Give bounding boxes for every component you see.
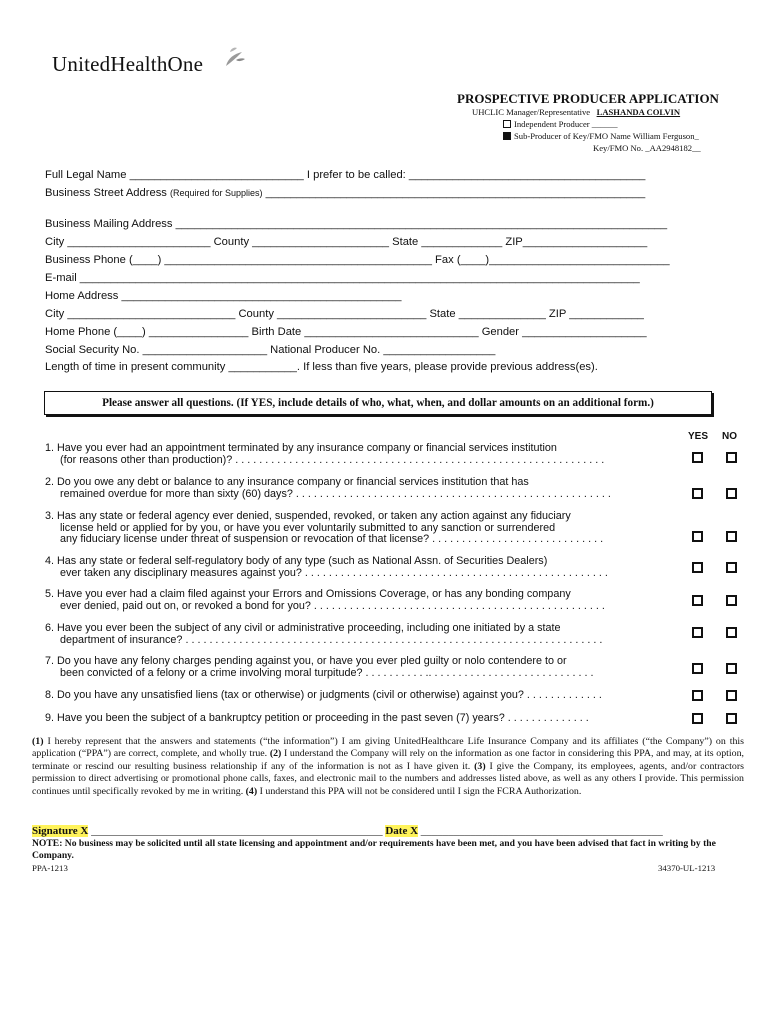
manager-label: UHCLIC Manager/Representative xyxy=(472,107,591,117)
question-text: 3. Has any state or federal agency ever denied, suspended, revoked, or taken any action against any fiduciary xyxy=(45,510,571,522)
q7-yes-checkbox[interactable] xyxy=(692,663,703,674)
form-title: PROSPECTIVE PRODUCER APPLICATION xyxy=(457,91,719,106)
business-mailing-line: Business Mailing Address _______________________________________________________________________________ xyxy=(45,218,668,230)
date-field[interactable]: ____________________________________________ xyxy=(418,825,663,837)
question-5 xyxy=(45,589,605,612)
required-supplies-note: (Required for Supplies) xyxy=(170,188,263,198)
ssn-line: Social Security No. ____________________ National Producer No. __________________ xyxy=(45,344,496,356)
representation-statement xyxy=(32,736,744,798)
question-text: 8. Do you have any unsatisfied liens (tax or otherwise) or judgments (civil or otherwise) against you? . . . . . . . . . . . . . xyxy=(45,689,602,701)
question-text: 2. Do you owe any debt or balance to any insurance company or financial services institution that has xyxy=(45,476,529,488)
manager-line xyxy=(472,107,680,117)
q6-no-checkbox[interactable] xyxy=(726,627,737,638)
question-3 xyxy=(45,511,603,546)
question-text: 1. Have you ever had an appointment terminated by any insurance company or financial services institution xyxy=(45,442,557,454)
business-street-blank: _____________________________________________________________ xyxy=(262,187,646,199)
q4-yes-checkbox[interactable] xyxy=(692,562,703,573)
statement-text: I understand the Company will rely on the information as one factor in considering this PPA, and may, at its option, terminate or rescind our resulting business relationship if any of the information is not as I have given it. xyxy=(32,748,744,772)
fmo-number: Key/FMO No. _AA2948182__ xyxy=(593,143,701,153)
question-text: 5. Have you ever had a claim filed against your Errors and Omissions Coverage, or has any bonding company xyxy=(45,588,571,600)
signature-label: Signature X xyxy=(32,825,89,837)
leaf-logo-mark-icon xyxy=(222,46,246,70)
question-1 xyxy=(45,443,604,466)
business-street-line xyxy=(45,187,645,199)
q4-no-checkbox[interactable] xyxy=(726,562,737,573)
question-text: 9. Have you been the subject of a bankruptcy petition or proceeding in the past seven (7) years? . . . . . . . . . . . . . . xyxy=(45,712,589,724)
question-8 xyxy=(45,690,602,702)
full-legal-name-line: Full Legal Name ____________________________ I prefer to be called: ______________________________________ xyxy=(45,169,646,181)
question-text: (for reasons other than production)? . . . . . . . . . . . . . . . . . . . . . . . . . . . . . . . . . . . . . . . . . . . . . . . . . . . . . . . . . . . . . . xyxy=(60,453,605,466)
subproducer-line xyxy=(503,131,699,141)
statement-text: I give the Company, its employees, agents, and/or contractors permission to direct advertising or promotional phone calls, faxes, and electronic mail to the numbers and addresses listed above, as well as any others I provide. This permission continues until specifically revoked by me in writing. xyxy=(32,760,744,797)
q8-no-checkbox[interactable] xyxy=(726,690,737,701)
signature-line xyxy=(32,825,663,837)
question-4 xyxy=(45,556,608,579)
form-code-left: PPA-1213 xyxy=(32,863,68,873)
q9-no-checkbox[interactable] xyxy=(726,713,737,724)
question-text: license held or applied for by you, or have you ever voluntarily submitted to any sanction or surrendered xyxy=(60,521,556,534)
question-text: 6. Have you ever been the subject of any civil or administrative proceeding, including one initiated by a state xyxy=(45,622,561,634)
question-7 xyxy=(45,656,593,679)
q1-yes-checkbox[interactable] xyxy=(692,452,703,463)
yes-column-header: YES xyxy=(688,431,709,442)
statement-number: (4) xyxy=(245,785,258,797)
question-text: any fiduciary license under threat of suspension or revocation of that license? . . . . . . . . . . . . . . . . . . . . . . . . . . . . . xyxy=(60,533,604,545)
form-code-right: 34370-UL-1213 xyxy=(658,863,716,873)
q3-yes-checkbox[interactable] xyxy=(692,531,703,542)
q5-yes-checkbox[interactable] xyxy=(692,595,703,606)
statement-text: I understand this PPA will not be considered until I sign the FCRA Authorization. xyxy=(257,785,582,797)
length-of-time-line: Length of time in present community ___________. If less than five years, please provide previous address(es). xyxy=(45,361,598,373)
q1-no-checkbox[interactable] xyxy=(726,452,737,463)
q7-no-checkbox[interactable] xyxy=(726,663,737,674)
home-address-line: Home Address _____________________________________________ xyxy=(45,290,402,302)
q2-yes-checkbox[interactable] xyxy=(692,488,703,499)
business-city-line: City _______________________ County ______________________ State _____________ ZIP____________________ xyxy=(45,236,648,248)
q5-no-checkbox[interactable] xyxy=(726,595,737,606)
q3-no-checkbox[interactable] xyxy=(726,531,737,542)
question-text: 7. Do you have any felony charges pending against you, or have you ever pled guilty or nolo contendere to or xyxy=(45,655,567,667)
statement-number: (3) xyxy=(474,760,486,772)
company-logo: UnitedHealthOne xyxy=(52,52,204,76)
question-9 xyxy=(45,713,589,725)
question-text: 4. Has any state or federal self-regulatory body of any type (such as National Assn. of Securities Dealers) xyxy=(45,555,548,567)
business-street-label: Business Street Address xyxy=(45,187,170,199)
no-column-header: NO xyxy=(722,431,737,442)
solicitation-note: NOTE: No business may be solicited until all state licensing and appointment and/or requirements have been met, and you have been advised that fact in writing by the Company. xyxy=(32,838,716,861)
question-6 xyxy=(45,623,602,646)
subproducer-label: Sub-Producer of Key/FMO Name William Ferguson_ xyxy=(514,131,699,141)
statement-number: (1) xyxy=(32,736,44,747)
q6-yes-checkbox[interactable] xyxy=(692,627,703,638)
q9-yes-checkbox[interactable] xyxy=(692,713,703,724)
question-text: been convicted of a felony or a crime involving moral turpitude? . . . . . . . . . . .. . . . . . . . . . . . . . . . . . . . . . . . . . . . xyxy=(60,666,594,679)
question-text: ever denied, paid out on, or revoked a bond for you? . . . . . . . . . . . . . . . . . . . . . . . . . . . . . . . . . . . . . . . . . . . . . . . . . xyxy=(60,599,605,612)
date-label: Date X xyxy=(385,825,419,837)
email-line: E-mail __________________________________________________________________________________________ xyxy=(45,272,640,284)
q2-no-checkbox[interactable] xyxy=(726,488,737,499)
signature-field[interactable]: _____________________________________________________ xyxy=(88,825,386,837)
statement-number: (2) xyxy=(269,748,282,760)
home-city-line: City ___________________________ County ________________________ State ______________ ZIP ____________ xyxy=(45,308,644,320)
instruction-box: Please answer all questions. (If YES, include details of who, what, when, and dollar amounts on an additional form.) xyxy=(44,391,712,415)
subproducer-checkbox[interactable] xyxy=(503,132,511,140)
question-text: ever taken any disciplinary measures against you? . . . . . . . . . . . . . . . . . . . . . . . . . . . . . . . . . . . . . . . . . . . . . . . . . . . xyxy=(60,566,608,579)
business-phone-line: Business Phone (____) ___________________________________________ Fax (____)_____________________________ xyxy=(45,254,670,266)
home-phone-line: Home Phone (____) ________________ Birth Date ____________________________ Gender ____________________ xyxy=(45,326,647,338)
independent-producer-line xyxy=(503,119,618,129)
q8-yes-checkbox[interactable] xyxy=(692,690,703,701)
question-2 xyxy=(45,477,611,500)
statement-text: I hereby represent that the answers and statements (“the information”) I am giving UnitedHealthcare Life Insurance Company and its affiliates (“the Company”) on this application (“PPA”) are correct, complete, and wholly true. xyxy=(32,736,744,760)
independent-producer-checkbox[interactable] xyxy=(503,120,511,128)
manager-value: LASHANDA COLVIN xyxy=(596,107,681,117)
independent-producer-label: Independent Producer ______ xyxy=(514,119,618,129)
question-text: remained overdue for more than sixty (60) days? . . . . . . . . . . . . . . . . . . . . . . . . . . . . . . . . . . . . . . . . . . . . . . . . . . . . . xyxy=(60,487,611,500)
question-text: department of insurance? . . . . . . . . . . . . . . . . . . . . . . . . . . . . . . . . . . . . . . . . . . . . . . . . . . . . . . . . . . . . . . . . . . . . . . xyxy=(60,633,603,646)
